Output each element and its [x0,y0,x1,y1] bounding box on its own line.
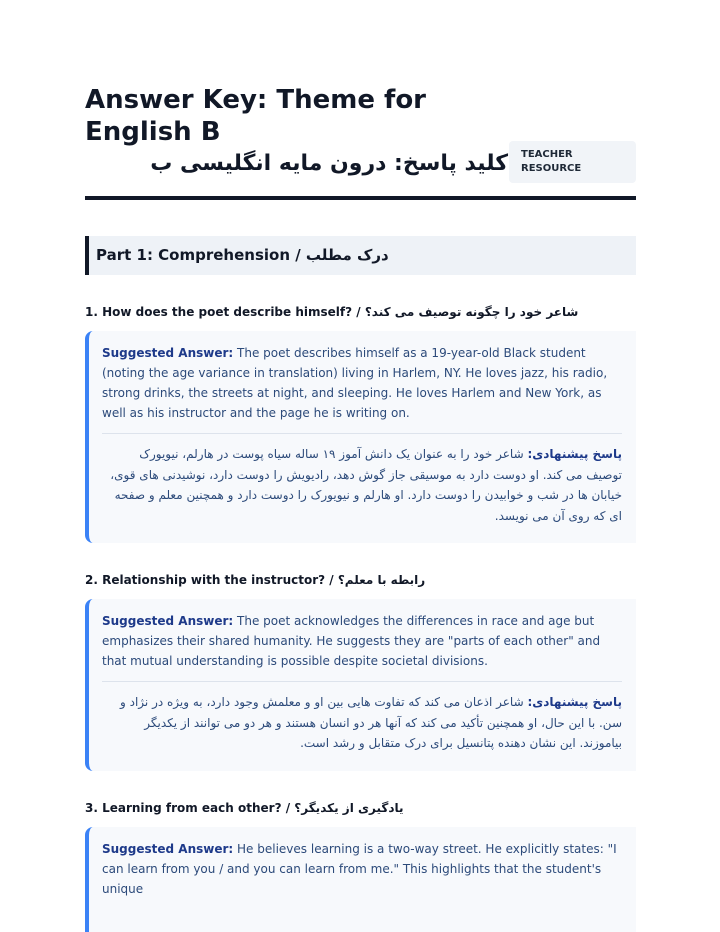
answer-text-fa: شاعر خود را به عنوان یک دانش آموز ۱۹ ساله سیاه پوست در هارلم، نیویورک توصیف می کند. او دوست دارد به موسیقی جاز گوش دهد، رادیویش را دوست دارد، نوشیدنی های قوی، خیابان ها در شب و خوابیدن را دوست دارد. او هارلم و نیویورک را دوست دارد و همچنین معلم و صفحه ای که روی آن می نویسد. [110,447,622,523]
document-header [85,84,636,200]
answer-label-en: Suggested Answer: [102,842,234,856]
question-2-title: 2. Relationship with the instructor? / رابطه با معلم؟ [85,573,426,587]
answer-text-en: He believes learning is a two-way street. He explicitly states: "I can learn from you / and you can learn from me." This highlights that the student's unique [102,842,617,896]
answer-divider [102,433,622,434]
answer-divider [102,681,622,682]
answer-text-fa: شاعر اذعان می کند که تفاوت هایی بین او و معلمش وجود دارد، به ویژه در نژاد و سن. با این حال، او همچنین تأکید می کند که آنها هر دو انسان هستند و هر دو می توانند از یکدیگر بیاموزند. این نشان دهنده پتانسیل برای درک متقابل و رشد است. [120,695,622,750]
question-2-answer-box [85,599,636,771]
question-2-answer-fa [102,692,622,754]
answer-text-en: The poet describes himself as a 19-year-old Black student (noting the age variance in translation) living in Harlem, NY. He loves jazz, his radio, strong drinks, the streets at night, and sleeping. He loves Harlem and New York, as well as his instructor and the page he is writing on. [102,346,608,420]
part-1-heading: Part 1: Comprehension / درک مطلب [85,236,636,275]
question-2-answer-en [102,611,622,671]
page-title: Answer Key: Theme for English B [85,85,427,147]
question-1-title: 1. How does the poet describe himself? / شاعر خود را چگونه توصیف می کند؟ [85,305,579,319]
answer-label-en: Suggested Answer: [102,614,234,628]
teacher-resource-badge: TEACHER RESOURCE [509,141,636,183]
answer-label-fa: پاسخ پیشنهادی: [527,695,622,709]
answer-label-en: Suggested Answer: [102,346,234,360]
question-3-answer-en [102,839,622,899]
question-1-answer-fa [102,444,622,526]
question-1-answer-box [85,331,636,543]
question-3-answer-box [85,827,636,932]
answer-label-fa: پاسخ پیشنهادی: [527,447,622,461]
question-1-answer-en [102,343,622,423]
question-3-title: 3. Learning from each other? / یادگیری از یکدیگر؟ [85,801,404,815]
page-title-persian: کلید پاسخ: درون مایه انگلیسی ب [150,151,508,176]
answer-text-en: The poet acknowledges the differences in race and age but emphasizes their shared humanity. He suggests they are "parts of each other" and that mutual understanding is possible despite societal divisions. [102,614,601,668]
